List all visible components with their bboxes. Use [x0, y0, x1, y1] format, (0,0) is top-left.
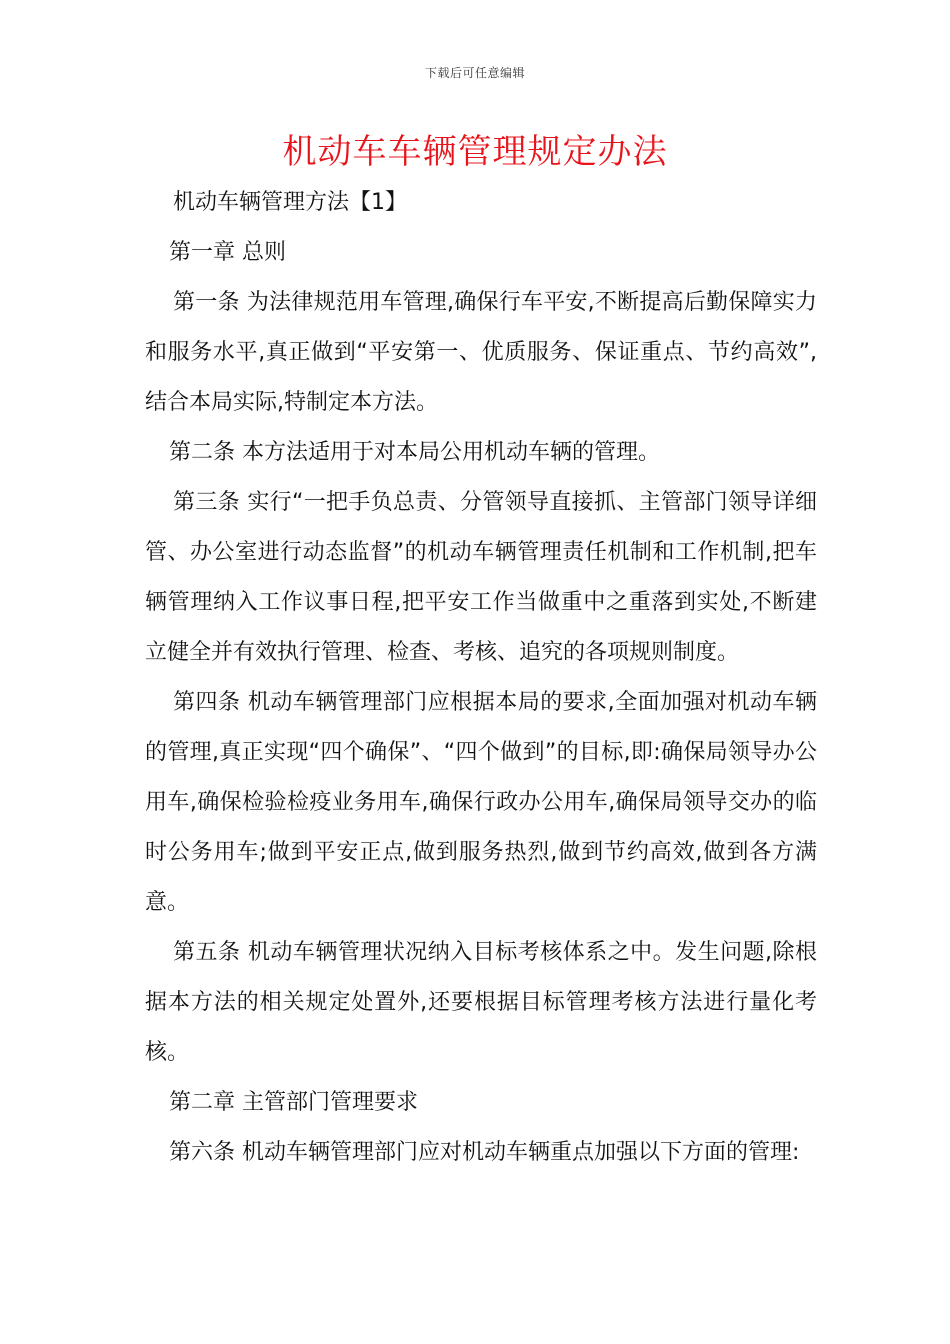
- document-title: 机动车车辆管理规定办法: [282, 132, 668, 172]
- article-paragraph: 第一条 为法律规范用车管理,确保行车平安,不断提高后勤保障实力和服务水平,真正做到“平安第一、优质服务、保证重点、节约高效”,结合本局实际,特制定本方法。: [145, 290, 817, 415]
- document-body: [145, 178, 817, 1178]
- article-paragraph: 第三条 实行“一把手负总责、分管领导直接抓、主管部门领导详细管、办公室进行动态监督”的机动车辆管理责任机制和工作机制,把车辆管理纳入工作议事日程,把平安工作当做重中之重落到实处,不断建立健全并有效执行管理、检查、考核、追究的各项规则制度。: [145, 490, 817, 665]
- section-heading: 机动车辆管理方法【1】: [173, 190, 407, 215]
- article-paragraph: 第四条 机动车辆管理部门应根据本局的要求,全面加强对机动车辆的管理,真正实现“四个确保”、“四个做到”的目标,即:确保局领导办公用车,确保检验检疫业务用车,确保行政办公用车,确保局领导交办的临时公务用车;做到平安正点,做到服务热烈,做到节约高效,做到各方满意。: [145, 690, 817, 915]
- header-note: 下载后可任意编辑: [424, 66, 525, 80]
- article-paragraph: 第二条 本方法适用于对本局公用机动车辆的管理。: [169, 440, 660, 465]
- chapter-heading: 第二章 主管部门管理要求: [169, 1090, 418, 1115]
- article-paragraph: 第五条 机动车辆管理状况纳入目标考核体系之中。发生问题,除根据本方法的相关规定处置外,还要根据目标管理考核方法进行量化考核。: [145, 940, 817, 1065]
- article-paragraph: 第六条 机动车辆管理部门应对机动车辆重点加强以下方面的管理:: [169, 1140, 800, 1165]
- chapter-heading: 第一章 总则: [169, 240, 286, 265]
